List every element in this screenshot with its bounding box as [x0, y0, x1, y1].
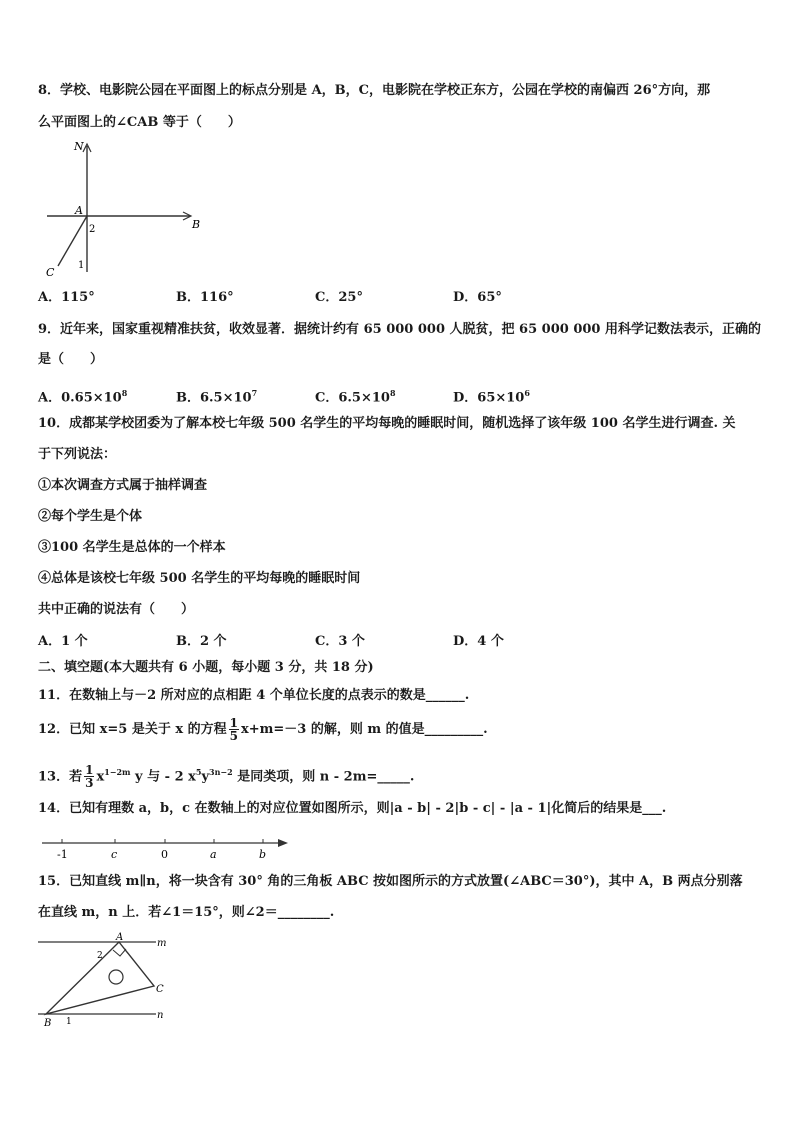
q9-text-line1: 9．近年来，国家重视精准扶贫，收效显著．据统计约有 65 000 000 人脱贫，把 65 000 000 用科学记数法表示，正确的: [38, 322, 761, 337]
q8-figure: [40, 138, 210, 280]
q10-item-4: ④总体是该校七年级 500 名学生的平均每晚的睡眠时间: [38, 571, 361, 586]
q8-option-b: B．116°: [176, 290, 234, 305]
q9-option-b: B．$6.5\times 10^7$: [176, 388, 258, 406]
q10-item-2: ②每个学生是个体: [38, 509, 143, 524]
q14-tick-0: 0: [161, 848, 168, 861]
q12-text: 12．已知 x=5 是关于 x 的方程 $\frac{1}{5}$ x+m=－3 的解，则 m 的值是_________.: [38, 716, 488, 743]
q15-text-line1: 15．已知直线 m∥n，将一块含有 30° 角的三角板 ABC 按如图所示的方式放置(∠ABC＝30°)，其中 A，B 两点分别落: [38, 874, 743, 889]
q8-label-a: A: [75, 204, 83, 217]
q14-number-line: [40, 832, 290, 862]
q15-label-1: 1: [66, 1017, 72, 1027]
q9-option-c: C．$6.5\times 10^8$: [315, 388, 396, 406]
q8-option-a: A．115°: [38, 290, 95, 305]
q8-label-b: B: [192, 218, 201, 231]
q14-tick-c: c: [111, 848, 118, 861]
q8-label-2: 2: [89, 224, 96, 235]
q15-label-m: m: [157, 938, 167, 949]
q14-text: 14．已知有理数 a，b，c 在数轴上的对应位置如图所示，则|a - b| - 2|b - c| - |a - 1|化简后的结果是___.: [38, 801, 667, 816]
q15-label-n: n: [157, 1010, 164, 1021]
q11-text: 11．在数轴上与－2 所对应的点相距 4 个单位长度的点表示的数是______.: [38, 688, 470, 703]
q14-tick-b: b: [259, 848, 267, 861]
q13-fraction: $\frac{1}{3}$: [85, 763, 94, 791]
q9-option-d: D．$65\times 10^6$: [453, 388, 530, 406]
q10-text-line2: 于下列说法：: [38, 447, 117, 462]
q12-fraction: $\frac{1}{5}$: [229, 716, 238, 743]
q14-tick-neg1: -1: [57, 848, 68, 861]
q15-label-2: 2: [97, 951, 103, 961]
q10-item-1: ①本次调查方式属于抽样调查: [38, 478, 208, 493]
q9-text-line2: 是（ ）: [38, 352, 104, 367]
q10-text-line1: 10．成都某学校团委为了解本校七年级 500 名学生的平均每晚的睡眠时间，随机选择了该年级 100 名学生进行调查. 关: [38, 416, 736, 431]
q10-option-d: D．4 个: [453, 634, 504, 649]
q15-label-a: A: [116, 932, 124, 943]
q13-text: 13．若 $\frac{1}{3}$ $x^{1-2m}$ y 与 - 2 $x^5y^{3n-2}$ 是同类项，则 n - 2m=_____.: [38, 763, 415, 791]
q10-option-a: A．1 个: [38, 634, 88, 649]
q10-item-3: ③100 名学生是总体的一个样本: [38, 540, 226, 555]
q15-text-line2: 在直线 m，n 上．若∠1＝15°，则∠2＝________.: [38, 905, 335, 920]
q9-option-a: A．$0.65\times 10^8$: [38, 388, 128, 406]
q15-label-b: B: [44, 1018, 52, 1029]
q8-label-n: N: [74, 140, 84, 153]
q10-option-b: B．2 个: [176, 634, 227, 649]
q15-figure: [36, 930, 176, 1030]
q10-text-line3: 共中正确的说法有（ ）: [38, 602, 195, 617]
section-2-heading: 二、填空题(本大题共有 6 小题，每小题 3 分，共 18 分): [38, 660, 374, 675]
q8-label-c: C: [46, 266, 55, 279]
q8-label-1: 1: [78, 260, 85, 271]
q8-option-d: D．65°: [453, 290, 502, 305]
q14-tick-a: a: [210, 848, 217, 861]
q8-option-c: C．25°: [315, 290, 363, 305]
q10-option-c: C．3 个: [315, 634, 365, 649]
q8-text-line1: 8．学校、电影院公园在平面图上的标点分别是 A，B，C，电影院在学校正东方，公园在学校的南偏西 26°方向，那: [38, 83, 711, 98]
q15-label-c: C: [156, 984, 164, 995]
q8-text-line2: 么平面图上的∠CAB 等于（ ）: [38, 115, 241, 130]
